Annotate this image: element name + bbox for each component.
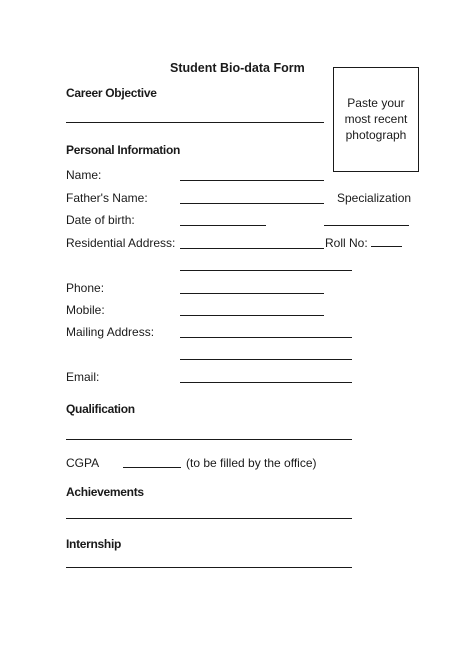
mailing-address-line[interactable] [180,337,352,338]
career-objective-heading: Career Objective [66,86,157,100]
career-objective-line[interactable] [66,122,324,123]
photo-box[interactable] [333,67,419,172]
achievements-line[interactable] [66,518,352,519]
residential-address-line[interactable] [180,248,324,249]
mailing-address-line-2[interactable] [180,359,352,360]
email-label: Email: [66,370,100,384]
qualification-heading: Qualification [66,402,135,416]
phone-label: Phone: [66,281,105,295]
cgpa-note: (to be filled by the office) [186,456,317,470]
phone-line[interactable] [180,293,324,294]
achievements-heading: Achievements [66,485,144,499]
roll-no-label: Roll No: [325,236,368,250]
name-label: Name: [66,168,102,182]
fathers-name-label: Father's Name: [66,191,148,205]
qualification-line[interactable] [66,439,352,440]
fathers-name-line[interactable] [180,203,324,204]
residential-address-label: Residential Address: [66,236,176,250]
mobile-line[interactable] [180,315,324,316]
mailing-address-label: Mailing Address: [66,325,155,339]
cgpa-label: CGPA [66,456,100,470]
specialization-line[interactable] [324,225,409,226]
internship-heading: Internship [66,537,122,551]
date-of-birth-line[interactable] [180,225,266,226]
specialization-label: Specialization [337,191,412,205]
roll-no-field[interactable] [325,236,402,250]
residential-address-line-2[interactable] [180,270,352,271]
name-line[interactable] [180,180,324,181]
photo-box-label: Paste your most recent photograph [344,96,408,142]
email-line[interactable] [180,382,352,383]
roll-no-line[interactable] [371,236,402,247]
personal-information-heading: Personal Information [66,143,181,157]
internship-line[interactable] [66,567,352,568]
form-title: Student Bio-data Form [170,61,305,75]
cgpa-line[interactable] [123,467,181,468]
mobile-label: Mobile: [66,303,105,317]
date-of-birth-label: Date of birth: [66,213,135,227]
